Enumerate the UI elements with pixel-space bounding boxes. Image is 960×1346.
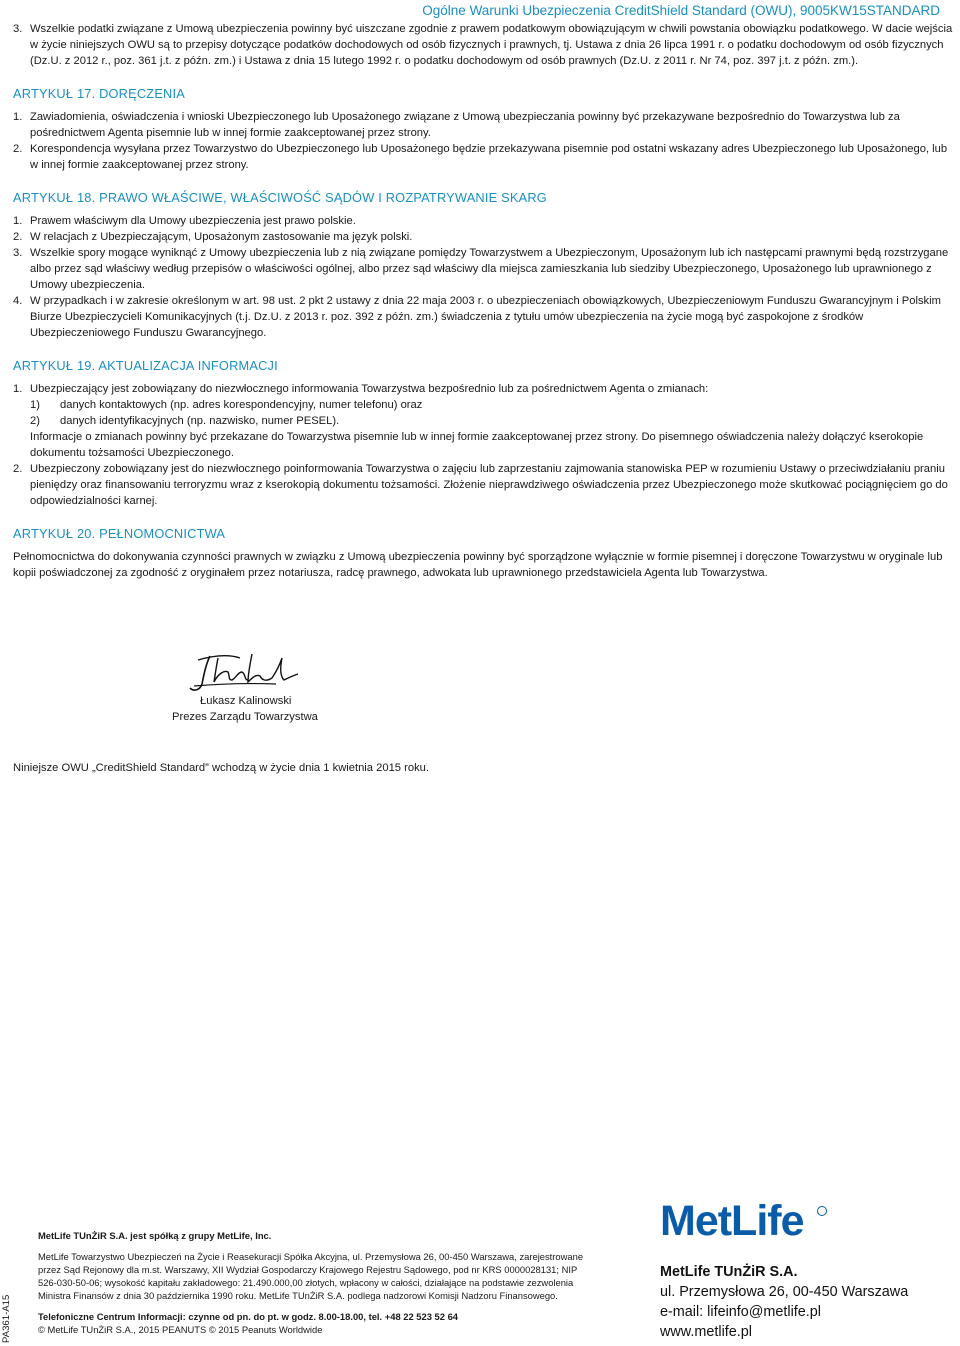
subitem-text: danych kontaktowych (np. adres korespondencyjny, numer telefonu) oraz (60, 399, 423, 411)
footer-company-info (38, 1229, 598, 1336)
article-17-item-1 (13, 109, 955, 141)
document-header: Ogólne Warunki Ubezpieczenia CreditShield Standard (OWU), 9005KW15STANDARD (422, 3, 940, 18)
paragraph-text: W przypadkach i w zakresie określonym w art. 98 ust. 2 pkt 2 ustawy z dnia 22 maja 2003 r. o ubezpieczeniach obowiązkowych, Ubezpieczeniowym Funduszu Gwarancyjnym i Polskim Biurze Ubezpieczycieli Komunikacyjnych (t.j. Dz.U. z 2013 r. poz. 392 z późn. zm.) świadczenia z tytułu umów ubezpieczenia na życie mogą być zaspokojone z środków Ubezpieczeniowego Funduszu Gwarancyjnego. (30, 295, 941, 339)
paragraph-number: 2. (13, 231, 23, 243)
document-body (13, 21, 955, 581)
contact-company: MetLife TUnŻiR S.A. (660, 1264, 798, 1280)
subitem-number: 1) (30, 399, 40, 411)
paragraph-number: 1. (13, 215, 23, 227)
paragraph-number: 1. (13, 111, 23, 123)
paragraph-number: 1. (13, 383, 23, 395)
metlife-logo (660, 1197, 830, 1245)
article-20-title: ARTYKUŁ 20. PEŁNOMOCNICTWA (13, 526, 226, 541)
article-18-item-4 (13, 293, 955, 341)
handwritten-signature (188, 650, 308, 694)
paragraph-text: Ubezpieczony zobowiązany jest do niezwłocznego poinformowania Towarzystwa o zajęciu lub zaprzestaniu zajmowania stanowiska PEP w rozumieniu Ustawy o przeciwdziałaniu praniu pieniędzy oraz finansowaniu terroryzmu wraz z kserokopią dokumentu tożsamości. Złożenie nieprawdziwego oświadczenia przez Ubezpieczonego może skutkować pociągnięciem go do odpowiedzialności karnej. (30, 463, 948, 507)
article-17-title: ARTYKUŁ 17. DORĘCZENIA (13, 86, 185, 101)
company-legal-info: MetLife Towarzystwo Ubezpieczeń na Życie i Reasekuracji Spółka Akcyjna, ul. Przemysłowa 26, 00-450 Warszawa, zarejestrowane przez Sąd Rejonowy dla m.st. Warszawy, XII Wydział Gospodarczy Krajowego Rejestru Sądowego, pod nr KRS 0000028131; NIP 526-030-50-06; wysokość kapitału zakładowego: 21.490.000,00 złotych, wpłacony w całości, działające na podstawie zezwolenia Ministra Finansów z dnia 30 października 1990 roku. MetLife TUnŻiR S.A. podlega nadzorowi Komisji Nadzoru Finansowego. (38, 1251, 584, 1301)
footer-contact (660, 1262, 908, 1342)
contact-address: ul. Przemysłowa 26, 00-450 Warszawa (660, 1284, 909, 1300)
article-19-subitem-1 (30, 397, 955, 413)
contact-email[interactable]: e-mail: lifeinfo@metlife.pl (660, 1304, 821, 1320)
article-18-item-1 (13, 213, 955, 229)
signatory-role: Prezes Zarządu Towarzystwa (172, 711, 318, 723)
group-line: MetLife TUnŻiR S.A. jest spółką z grupy MetLife, Inc. (38, 1230, 272, 1241)
article-19-item-2 (13, 461, 955, 509)
article-19-subitem-2 (30, 413, 955, 429)
copyright-line: © MetLife TUnŻiR S.A., 2015 PEANUTS © 2015 Peanuts Worldwide (38, 1324, 323, 1335)
article-18-item-2 (13, 229, 955, 245)
intro-paragraph (13, 21, 955, 69)
paragraph-text: Korespondencja wysyłana przez Towarzystwo do Ubezpieczonego lub Uposażonego będzie przekazywana pisemnie pod ostatni wskazany adres Ubezpieczonego lub Uposażonego, lub w innej formie zaakceptowanej przez strony. (30, 143, 948, 171)
article-19-item-1 (13, 381, 955, 461)
logo-text: MetLife (660, 1197, 804, 1245)
subitem-text: danych identyfikacyjnych (np. nazwisko, numer PESEL). (60, 415, 340, 427)
paragraph-text: Wszelkie podatki związane z Umową ubezpieczenia powinny być uiszczane zgodnie z prawem podatkowym obowiązującym w chwili powstania obowiązku podatkowego. W dacie wejścia w życie niniejszych OWU są to przepisy dotyczące podatków dochodowych od osób fizycznych i prawnych, tj. Ustawa z dnia 26 lipca 1991 r. o podatku dochodowym od osób fizycznych (Dz.U. z 2012 r., poz. 361 j.t. z późn. zm.) i Ustawa z dnia 15 lutego 1992 r. o podatku dochodowym od osób prawnych (Dz.U. z 2011 r. Nr 74, poz. 397 j.t. z późn. zm.). (30, 23, 953, 67)
signature-block (170, 650, 370, 730)
paragraph-text: Ubezpieczający jest zobowiązany do niezwłocznego informowania Towarzystwa bezpośrednio lub za pośrednictwem Agenta o zmianach: (30, 383, 709, 395)
paragraph-number: 3. (13, 23, 23, 35)
paragraph-number: 2. (13, 143, 23, 155)
hotline-info: Telefoniczne Centrum Informacji: czynne od pn. do pt. w godz. 8.00-18.00, tel. +48 22 523 52 64 (38, 1311, 458, 1322)
logo-graphic (660, 1197, 830, 1245)
article-18-item-3 (13, 245, 955, 293)
subitem-number: 2) (30, 415, 40, 427)
article-17-item-2 (13, 141, 955, 173)
paragraph-number: 3. (13, 247, 23, 259)
article-20-text: Pełnomocnictwa do dokonywania czynności prawnych w związku z Umową ubezpieczenia powinny być sporządzone wyłącznie w formie pisemnej i doręczone Towarzystwu w oryginale lub kopii poświadczonej za zgodność z oryginałem przez notariusza, radcę prawnego, adwokata lub uprawnionego przedstawiciela Agenta lub Towarzystwa. (13, 551, 943, 579)
paragraph-text: W relacjach z Ubezpieczającym, Uposażonym zastosowanie ma język polski. (30, 231, 413, 243)
registered-mark-icon (818, 1207, 827, 1216)
paragraph-number: 2. (13, 463, 23, 475)
paragraph-number: 4. (13, 295, 23, 307)
contact-website[interactable]: www.metlife.pl (660, 1324, 752, 1340)
effective-date-note: Niniejsze OWU „CreditShield Standard” wchodzą w życie dnia 1 kwietnia 2015 roku. (13, 762, 429, 774)
article-18-title: ARTYKUŁ 18. PRAWO WŁAŚCIWE, WŁAŚCIWOŚĆ SĄDÓW I ROZPATRYWANIE SKARG (13, 190, 547, 205)
document-code: PA361-A15 (1, 1294, 12, 1343)
paragraph-text: Wszelkie spory mogące wyniknąć z Umowy ubezpieczenia lub z nią związane pomiędzy Towarzystwem a Ubezpieczonym, Uposażonym lub ich następcami prawnymi będą rozstrzygane albo przez sąd właściwy według przepisów o właściwości ogólnej, albo przez sąd właściwy dla miejsca zamieszkania lub siedziby Ubezpieczonego, Uposażonego lub uprawnionego z Umowy ubezpieczenia. (30, 247, 949, 291)
paragraph-text: Zawiadomienia, oświadczenia i wnioski Ubezpieczonego lub Uposażonego związane z Umową ubezpieczania powinny być przekazywane bezpośrednio do Towarzystwa lub za pośrednictwem Agenta pisemnie lub w innej formie zaakceptowanej przez strony. (30, 111, 900, 139)
signatory-name: Łukasz Kalinowski (200, 695, 292, 707)
paragraph-text: Prawem właściwym dla Umowy ubezpieczenia jest prawo polskie. (30, 215, 356, 227)
article-19-title: ARTYKUŁ 19. AKTUALIZACJA INFORMACJI (13, 358, 278, 373)
article-19-item-1-note: Informacje o zmianach powinny być przekazane do Towarzystwa pisemnie lub w innej formie zaakceptowanej przez strony. Do pisemnego oświadczenia należy dołączyć kserokopie dokumentu tożsamości Ubezpieczonego. (30, 431, 924, 459)
